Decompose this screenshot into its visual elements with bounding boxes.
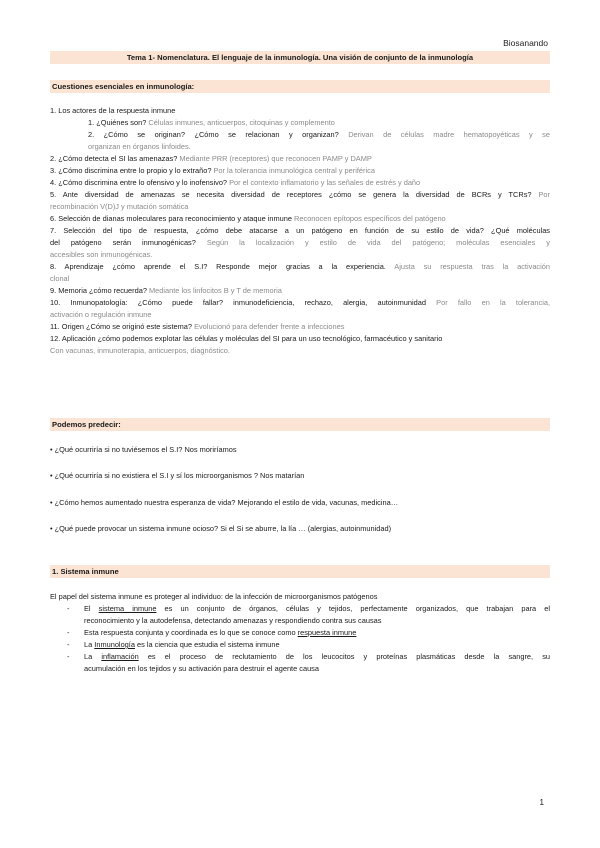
question-7: 7. Selección del tipo de respuesta, ¿cómo debe atacarse a un patógeno en función de su estilo de vida? ¿Qué moléculas	[50, 226, 550, 235]
definition-item: - La Inmunología es la ciencia que estudia el sistema inmune	[67, 640, 280, 649]
answer-continuation: organizan en órganos linfoides.	[88, 142, 191, 151]
term-sistema-inmune: sistema inmune	[98, 604, 157, 613]
answer: Mediante PRR (receptores) que reconocen PAMP y DAMP	[179, 154, 372, 163]
dash-marker: -	[67, 604, 70, 613]
header-brand: Biosanando	[503, 38, 548, 48]
answer-continuation: activación o regulación inmune	[50, 310, 152, 319]
answer: Por el contexto inflamatorio y las señales de estrés y daño	[229, 178, 421, 187]
question-9: 9. Memoria ¿cómo recuerda? Mediante los linfocitos B y T de memoria	[50, 286, 282, 295]
answer: Por fallo en la tolerancia,	[436, 298, 550, 307]
question-8: 8. Aprendizaje ¿cómo aprende el S.I? Responde mejor gracias a la experiencia. Ajusta su respuesta tras la activación	[50, 262, 550, 271]
question-10: 10. Inmunopatología: ¿Cómo puede fallar? inmunodeficiencia, rechazo, alergia, autoinmunidad Por fallo en la tolerancia,	[50, 298, 550, 307]
intro-paragraph: El papel del sistema inmune es proteger al individuo: de la infección de microorganismos patógenos	[50, 592, 378, 601]
answer-continuation: accesibles son inmunogénicas.	[50, 250, 153, 259]
question-12: 12. Aplicación ¿cómo podemos explotar las células y moléculas del SI para un uso tecnológico, farmacéutico y sanitario	[50, 334, 443, 343]
prediction-item: • ¿Qué ocurriría si no tuviésemos el S.I? Nos moriríamos	[50, 445, 237, 454]
prediction-item: • ¿Qué ocurriría si no existiera el S.I y sí los microorganismos ? Nos matarían	[50, 471, 305, 480]
answer: Según la localización y estilo de vida del patógeno; moléculas esenciales y	[206, 238, 550, 247]
section-heading-predecir: Podemos predecir:	[50, 418, 550, 431]
page-number: 1	[539, 798, 544, 807]
question-1-1: 1. ¿Quiénes son? Células inmunes, anticuerpos, citoquinas y complemento	[88, 118, 335, 127]
dash-marker: -	[67, 652, 70, 661]
dash-marker: -	[67, 628, 70, 637]
answer: Mediante los linfocitos B y T de memoria	[149, 286, 282, 295]
answer-continuation: Con vacunas, inmunoterapia, anticuerpos, diagnóstico.	[50, 346, 230, 355]
answer: Derivan de células madre hematopoyéticas y se	[348, 130, 550, 139]
definition-item: - La inflamación es el proceso de reclutamiento de los leucocitos y proteínas plasmáticas desde la sangre, su acumulación en los tejidos y su activación para destruir el agente causa	[67, 652, 550, 673]
term-inflamacion: inflamación	[101, 652, 139, 661]
prediction-item: • ¿Qué puede provocar un sistema inmune ocioso? Si el Si se aburre, la lía … (alergias, autoinmunidad)	[50, 524, 392, 533]
answer: Por la tolerancia inmunológica central y periférica	[213, 166, 375, 175]
answer-continuation: recombinación V(D)J y mutación somática	[50, 202, 189, 211]
question-6: 6. Selección de dianas moleculares para reconocimiento y ataque inmune Reconocen epítopos específicos del patógeno	[50, 214, 446, 223]
answer: Reconocen epítopos específicos del patógeno	[294, 214, 446, 223]
question-4: 4. ¿Cómo discrimina entre lo ofensivo y lo inofensivo? Por el contexto inflamatorio y las señales de estrés y daño	[50, 178, 421, 187]
answer: Evolucionó para defender frente a infecciones	[194, 322, 345, 331]
answer: Por	[538, 190, 550, 199]
term-inmunologia: Inmunología	[94, 640, 135, 649]
answer: Ajusta su respuesta tras la activación	[394, 262, 550, 271]
question-7-cont: del patógeno serán inmunogénicas? Según la localización y estilo de vida del patógeno; moléculas esenciales y	[50, 238, 550, 247]
question-5: 5. Ante diversidad de amenazas se necesita diversidad de receptores ¿cómo se genera la diversidad de BCRs y TCRs? Por	[50, 190, 550, 199]
sistema-inmune-content	[50, 591, 550, 675]
dash-marker: -	[67, 640, 70, 649]
answer: Células inmunes, anticuerpos, citoquinas y complemento	[148, 118, 335, 127]
question-3: 3. ¿Cómo discrimina entre lo propio y lo extraño? Por la tolerancia inmunológica central y periférica	[50, 166, 375, 175]
definition-item: - El sistema inmune es un conjunto de órganos, células y tejidos, perfectamente organizados, que trabajan para el reconocimiento y la autodefensa, detectando amenazas y respondiendo contra sus causas	[67, 604, 550, 625]
prediction-item: • ¿Cómo hemos aumentado nuestra esperanza de vida? Mejorando el estilo de vida, vacunas, medicina…	[50, 498, 399, 507]
questions-list	[50, 105, 550, 357]
section-heading-cuestiones: Cuestiones esenciales en inmunología:	[50, 80, 550, 93]
question-2: 2. ¿Cómo detecta el SI las amenazas? Mediante PRR (receptores) que reconocen PAMP y DAMP	[50, 154, 372, 163]
question-1: 1. Los actores de la respuesta inmune	[50, 106, 176, 115]
document-title: Tema 1- Nomenclatura. El lenguaje de la inmunología. Una visión de conjunto de la inmunología	[50, 51, 550, 64]
definition-item: - Esta respuesta conjunta y coordinada es lo que se conoce como respuesta inmune	[67, 628, 357, 637]
question-11: 11. Origen ¿Cómo se originó este sistema? Evolucionó para defender frente a infecciones	[50, 322, 345, 331]
term-respuesta-inmune: respuesta inmune	[297, 628, 357, 637]
answer-continuation: clonal	[50, 274, 70, 283]
section-heading-sistema-inmune: 1. Sistema inmune	[50, 565, 550, 578]
question-1-2: 2. ¿Cómo se originan? ¿Cómo se relacionan y organizan? Derivan de células madre hematopoyéticas y se	[88, 130, 550, 139]
